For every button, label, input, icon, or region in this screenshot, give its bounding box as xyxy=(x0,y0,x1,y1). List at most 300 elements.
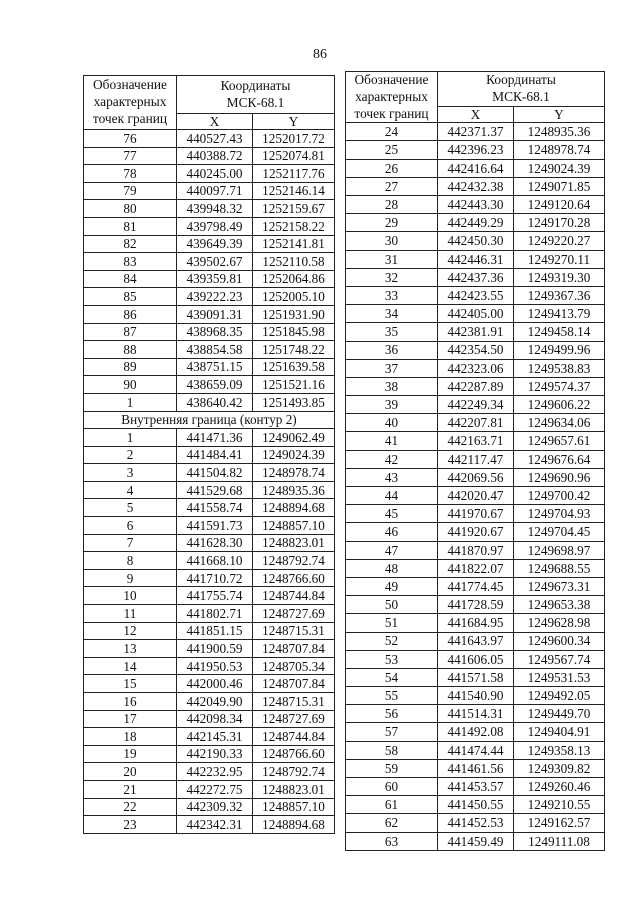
table-row xyxy=(84,270,335,288)
table-row xyxy=(84,305,335,323)
point-column-header xyxy=(346,72,438,123)
y-coordinate-cell: 1252005.10 xyxy=(253,288,335,306)
table-row xyxy=(84,464,335,482)
point-number-cell: 20 xyxy=(84,763,177,781)
x-coordinate-cell: 440527.43 xyxy=(177,130,253,148)
point-number-cell: 24 xyxy=(346,123,438,141)
table-row xyxy=(346,305,605,323)
y-coordinate-cell: 1248705.34 xyxy=(253,657,335,675)
point-number-cell: 58 xyxy=(346,741,438,759)
x-column-header: X xyxy=(177,114,253,130)
y-coordinate-cell: 1249309.82 xyxy=(514,759,605,777)
table-row xyxy=(84,182,335,200)
y-column-header: Y xyxy=(514,107,605,123)
x-coordinate-cell: 441920.67 xyxy=(438,523,514,541)
x-coordinate-cell: 442098.34 xyxy=(177,710,253,728)
table-row xyxy=(346,432,605,450)
y-coordinate-cell: 1249634.06 xyxy=(514,414,605,432)
table-row xyxy=(84,605,335,623)
point-number-cell: 15 xyxy=(84,675,177,693)
point-number-cell: 39 xyxy=(346,396,438,414)
table-row xyxy=(84,569,335,587)
x-coordinate-cell: 441504.82 xyxy=(177,464,253,482)
y-coordinate-cell: 1248766.60 xyxy=(253,569,335,587)
y-coordinate-cell: 1249458.14 xyxy=(514,323,605,341)
point-number-cell: 44 xyxy=(346,487,438,505)
x-coordinate-cell: 439359.81 xyxy=(177,270,253,288)
y-coordinate-cell: 1249698.97 xyxy=(514,541,605,559)
table-row xyxy=(84,622,335,640)
y-coordinate-cell: 1252117.76 xyxy=(253,165,335,183)
y-coordinate-cell: 1248766.60 xyxy=(253,745,335,763)
point-number-cell: 29 xyxy=(346,214,438,232)
x-coordinate-cell: 441461.56 xyxy=(438,759,514,777)
x-coordinate-cell: 442049.90 xyxy=(177,693,253,711)
x-coordinate-cell: 442396.23 xyxy=(438,141,514,159)
y-coordinate-cell: 1249111.08 xyxy=(514,832,605,850)
y-coordinate-cell: 1249567.74 xyxy=(514,650,605,668)
y-coordinate-cell: 1249657.61 xyxy=(514,432,605,450)
table-row xyxy=(84,552,335,570)
point-number-cell: 77 xyxy=(84,147,177,165)
table-row xyxy=(84,710,335,728)
coordinates-table-left xyxy=(83,75,335,834)
point-number-cell: 12 xyxy=(84,622,177,640)
x-coordinate-cell: 441471.36 xyxy=(177,429,253,447)
point-number-cell: 49 xyxy=(346,577,438,595)
x-coordinate-cell: 442371.37 xyxy=(438,123,514,141)
x-coordinate-cell: 440245.00 xyxy=(177,165,253,183)
table-row xyxy=(84,323,335,341)
point-number-cell: 1 xyxy=(84,429,177,447)
point-number-cell: 25 xyxy=(346,141,438,159)
point-number-cell: 47 xyxy=(346,541,438,559)
point-number-cell: 59 xyxy=(346,759,438,777)
table-row xyxy=(84,200,335,218)
y-coordinate-cell: 1249673.31 xyxy=(514,577,605,595)
x-coordinate-cell: 441474.44 xyxy=(438,741,514,759)
x-coordinate-cell: 441459.49 xyxy=(438,832,514,850)
x-coordinate-cell: 442163.71 xyxy=(438,432,514,450)
y-coordinate-cell: 1252146.14 xyxy=(253,182,335,200)
y-coordinate-cell: 1251639.58 xyxy=(253,358,335,376)
x-coordinate-cell: 442000.46 xyxy=(177,675,253,693)
table-row xyxy=(84,693,335,711)
table-row xyxy=(84,288,335,306)
x-coordinate-cell: 441710.72 xyxy=(177,569,253,587)
y-coordinate-cell: 1249260.46 xyxy=(514,778,605,796)
y-coordinate-cell: 1252159.67 xyxy=(253,200,335,218)
table-row xyxy=(346,577,605,595)
table-row xyxy=(346,487,605,505)
x-coordinate-cell: 441558.74 xyxy=(177,499,253,517)
y-coordinate-cell: 1248978.74 xyxy=(253,464,335,482)
y-coordinate-cell: 1249700.42 xyxy=(514,487,605,505)
x-coordinate-cell: 442069.56 xyxy=(438,468,514,486)
x-coordinate-cell: 438659.09 xyxy=(177,376,253,394)
table-row xyxy=(84,798,335,816)
coordinates-header-line1: Координаты xyxy=(220,77,291,93)
y-coordinate-cell: 1249170.28 xyxy=(514,214,605,232)
table-row xyxy=(346,123,605,141)
table-row xyxy=(346,396,605,414)
table-row xyxy=(346,723,605,741)
point-number-cell: 30 xyxy=(346,232,438,250)
point-number-cell: 2 xyxy=(84,446,177,464)
x-coordinate-cell: 441851.15 xyxy=(177,622,253,640)
table-row xyxy=(84,657,335,675)
x-coordinate-cell: 438854.58 xyxy=(177,341,253,359)
y-coordinate-cell: 1249538.83 xyxy=(514,359,605,377)
y-coordinate-cell: 1248792.74 xyxy=(253,763,335,781)
point-number-cell: 50 xyxy=(346,596,438,614)
x-coordinate-cell: 441591.73 xyxy=(177,517,253,535)
point-number-cell: 9 xyxy=(84,569,177,587)
x-coordinate-cell: 441970.67 xyxy=(438,505,514,523)
y-coordinate-cell: 1248792.74 xyxy=(253,552,335,570)
x-coordinate-cell: 439222.23 xyxy=(177,288,253,306)
table-row xyxy=(84,587,335,605)
point-number-cell: 13 xyxy=(84,640,177,658)
x-coordinate-cell: 442416.64 xyxy=(438,159,514,177)
point-number-cell: 28 xyxy=(346,196,438,214)
x-coordinate-cell: 441492.08 xyxy=(438,723,514,741)
x-coordinate-cell: 441452.53 xyxy=(438,814,514,832)
table-row xyxy=(346,796,605,814)
x-coordinate-cell: 441684.95 xyxy=(438,614,514,632)
y-coordinate-cell: 1252158.22 xyxy=(253,217,335,235)
point-number-cell: 7 xyxy=(84,534,177,552)
point-number-cell: 16 xyxy=(84,693,177,711)
y-coordinate-cell: 1249628.98 xyxy=(514,614,605,632)
table-row xyxy=(84,517,335,535)
y-coordinate-cell: 1249449.70 xyxy=(514,705,605,723)
x-coordinate-cell: 442272.75 xyxy=(177,780,253,798)
x-coordinate-cell: 441606.05 xyxy=(438,650,514,668)
point-number-cell: 48 xyxy=(346,559,438,577)
point-number-cell: 1 xyxy=(84,393,177,411)
y-coordinate-cell: 1251493.85 xyxy=(253,393,335,411)
y-coordinate-cell: 1249676.64 xyxy=(514,450,605,468)
table-row xyxy=(84,728,335,746)
y-coordinate-cell: 1248857.10 xyxy=(253,517,335,535)
y-coordinate-cell: 1251748.22 xyxy=(253,341,335,359)
point-header-line3: точек границ xyxy=(92,110,168,126)
x-coordinate-cell: 442145.31 xyxy=(177,728,253,746)
x-coordinate-cell: 441900.59 xyxy=(177,640,253,658)
x-coordinate-cell: 442190.33 xyxy=(177,745,253,763)
table-row xyxy=(346,832,605,850)
y-coordinate-cell: 1248894.68 xyxy=(253,499,335,517)
point-number-cell: 26 xyxy=(346,159,438,177)
table-row xyxy=(346,196,605,214)
y-coordinate-cell: 1248935.36 xyxy=(514,123,605,141)
point-number-cell: 85 xyxy=(84,288,177,306)
x-coordinate-cell: 442207.81 xyxy=(438,414,514,432)
coordinates-table-right xyxy=(345,71,605,851)
x-coordinate-cell: 438968.35 xyxy=(177,323,253,341)
table-row xyxy=(346,232,605,250)
y-coordinate-cell: 1248823.01 xyxy=(253,534,335,552)
table-row xyxy=(84,341,335,359)
x-coordinate-cell: 442309.32 xyxy=(177,798,253,816)
y-coordinate-cell: 1252064.86 xyxy=(253,270,335,288)
y-coordinate-cell: 1249358.13 xyxy=(514,741,605,759)
y-coordinate-cell: 1249688.55 xyxy=(514,559,605,577)
x-coordinate-cell: 440388.72 xyxy=(177,147,253,165)
y-coordinate-cell: 1251845.98 xyxy=(253,323,335,341)
x-column-header: X xyxy=(438,107,514,123)
point-number-cell: 54 xyxy=(346,668,438,686)
point-number-cell: 79 xyxy=(84,182,177,200)
x-coordinate-cell: 442354.50 xyxy=(438,341,514,359)
table-row xyxy=(346,778,605,796)
x-coordinate-cell: 441728.59 xyxy=(438,596,514,614)
y-coordinate-cell: 1252141.81 xyxy=(253,235,335,253)
table-row xyxy=(346,450,605,468)
table-row xyxy=(346,523,605,541)
point-number-cell: 76 xyxy=(84,130,177,148)
x-coordinate-cell: 442323.06 xyxy=(438,359,514,377)
point-number-cell: 81 xyxy=(84,217,177,235)
table-row xyxy=(346,141,605,159)
coordinates-header xyxy=(438,72,605,107)
x-coordinate-cell: 439502.67 xyxy=(177,253,253,271)
x-coordinate-cell: 442117.47 xyxy=(438,450,514,468)
table-row xyxy=(84,446,335,464)
table-row xyxy=(84,481,335,499)
x-coordinate-cell: 442405.00 xyxy=(438,305,514,323)
coordinates-header-line1: Координаты xyxy=(486,72,556,88)
point-number-cell: 27 xyxy=(346,177,438,195)
x-coordinate-cell: 441484.41 xyxy=(177,446,253,464)
y-coordinate-cell: 1249319.30 xyxy=(514,268,605,286)
point-number-cell: 61 xyxy=(346,796,438,814)
table-row xyxy=(346,177,605,195)
table-row xyxy=(84,640,335,658)
point-number-cell: 57 xyxy=(346,723,438,741)
point-number-cell: 3 xyxy=(84,464,177,482)
y-coordinate-cell: 1252017.72 xyxy=(253,130,335,148)
point-number-cell: 10 xyxy=(84,587,177,605)
x-coordinate-cell: 439798.49 xyxy=(177,217,253,235)
x-coordinate-cell: 442450.30 xyxy=(438,232,514,250)
point-number-cell: 4 xyxy=(84,481,177,499)
point-number-cell: 86 xyxy=(84,305,177,323)
coordinates-header-line2: МСК-68.1 xyxy=(226,94,285,110)
y-coordinate-cell: 1248744.84 xyxy=(253,587,335,605)
point-number-cell: 63 xyxy=(346,832,438,850)
table-row xyxy=(84,675,335,693)
table-row xyxy=(346,814,605,832)
point-number-cell: 5 xyxy=(84,499,177,517)
table-row xyxy=(346,596,605,614)
point-number-cell: 21 xyxy=(84,780,177,798)
x-coordinate-cell: 441540.90 xyxy=(438,687,514,705)
x-coordinate-cell: 439091.31 xyxy=(177,305,253,323)
point-number-cell: 41 xyxy=(346,432,438,450)
table-row xyxy=(84,534,335,552)
y-coordinate-cell: 1248978.74 xyxy=(514,141,605,159)
x-coordinate-cell: 441514.31 xyxy=(438,705,514,723)
y-coordinate-cell: 1248823.01 xyxy=(253,780,335,798)
point-number-cell: 56 xyxy=(346,705,438,723)
section-title: Внутренняя граница (контур 2) xyxy=(84,411,335,429)
x-coordinate-cell: 441453.57 xyxy=(438,778,514,796)
point-number-cell: 14 xyxy=(84,657,177,675)
x-coordinate-cell: 442449.29 xyxy=(438,214,514,232)
table-row xyxy=(346,250,605,268)
point-number-cell: 45 xyxy=(346,505,438,523)
page-number: 86 xyxy=(313,47,327,62)
table-row xyxy=(84,816,335,834)
y-coordinate-cell: 1249600.34 xyxy=(514,632,605,650)
x-coordinate-cell: 442443.30 xyxy=(438,196,514,214)
x-coordinate-cell: 442249.34 xyxy=(438,396,514,414)
x-coordinate-cell: 442287.89 xyxy=(438,377,514,395)
table-row xyxy=(84,235,335,253)
table-row xyxy=(346,268,605,286)
y-coordinate-cell: 1249062.49 xyxy=(253,429,335,447)
y-coordinate-cell: 1251931.90 xyxy=(253,305,335,323)
x-coordinate-cell: 441571.58 xyxy=(438,668,514,686)
y-coordinate-cell: 1249071.85 xyxy=(514,177,605,195)
table-row xyxy=(346,359,605,377)
table-row xyxy=(84,130,335,148)
y-coordinate-cell: 1249024.39 xyxy=(253,446,335,464)
point-number-cell: 80 xyxy=(84,200,177,218)
table-row xyxy=(346,323,605,341)
point-number-cell: 82 xyxy=(84,235,177,253)
point-number-cell: 6 xyxy=(84,517,177,535)
x-coordinate-cell: 441774.45 xyxy=(438,577,514,595)
y-coordinate-cell: 1249404.91 xyxy=(514,723,605,741)
y-coordinate-cell: 1252110.58 xyxy=(253,253,335,271)
x-coordinate-cell: 442423.55 xyxy=(438,286,514,304)
point-header-line1: Обозначение xyxy=(354,72,429,87)
point-number-cell: 78 xyxy=(84,165,177,183)
point-number-cell: 51 xyxy=(346,614,438,632)
point-number-cell: 38 xyxy=(346,377,438,395)
x-coordinate-cell: 441450.55 xyxy=(438,796,514,814)
point-number-cell: 34 xyxy=(346,305,438,323)
y-coordinate-cell: 1249653.38 xyxy=(514,596,605,614)
y-coordinate-cell: 1251521.16 xyxy=(253,376,335,394)
point-number-cell: 42 xyxy=(346,450,438,468)
x-coordinate-cell: 438751.15 xyxy=(177,358,253,376)
point-number-cell: 55 xyxy=(346,687,438,705)
y-coordinate-cell: 1248894.68 xyxy=(253,816,335,834)
table-row xyxy=(346,559,605,577)
x-coordinate-cell: 439948.32 xyxy=(177,200,253,218)
table-row xyxy=(346,468,605,486)
y-coordinate-cell: 1248727.69 xyxy=(253,605,335,623)
y-coordinate-cell: 1249120.64 xyxy=(514,196,605,214)
table-row xyxy=(346,214,605,232)
table-row xyxy=(84,499,335,517)
point-number-cell: 84 xyxy=(84,270,177,288)
point-column-header xyxy=(84,76,177,130)
y-coordinate-cell: 1249413.79 xyxy=(514,305,605,323)
table-row xyxy=(84,217,335,235)
y-coordinate-cell: 1248707.84 xyxy=(253,640,335,658)
y-coordinate-cell: 1249499.96 xyxy=(514,341,605,359)
y-coordinate-cell: 1249220.27 xyxy=(514,232,605,250)
table-row xyxy=(346,159,605,177)
point-number-cell: 83 xyxy=(84,253,177,271)
table-row xyxy=(346,377,605,395)
x-coordinate-cell: 442446.31 xyxy=(438,250,514,268)
point-number-cell: 23 xyxy=(84,816,177,834)
point-number-cell: 53 xyxy=(346,650,438,668)
table-row xyxy=(84,745,335,763)
point-number-cell: 17 xyxy=(84,710,177,728)
y-coordinate-cell: 1249270.11 xyxy=(514,250,605,268)
y-coordinate-cell: 1248857.10 xyxy=(253,798,335,816)
table-row xyxy=(346,614,605,632)
point-number-cell: 32 xyxy=(346,268,438,286)
x-coordinate-cell: 441802.71 xyxy=(177,605,253,623)
x-coordinate-cell: 442437.36 xyxy=(438,268,514,286)
point-number-cell: 19 xyxy=(84,745,177,763)
x-coordinate-cell: 438640.42 xyxy=(177,393,253,411)
x-coordinate-cell: 442232.95 xyxy=(177,763,253,781)
y-coordinate-cell: 1248935.36 xyxy=(253,481,335,499)
table-row xyxy=(84,780,335,798)
y-coordinate-cell: 1249574.37 xyxy=(514,377,605,395)
y-coordinate-cell: 1248707.84 xyxy=(253,675,335,693)
table-row xyxy=(84,253,335,271)
y-coordinate-cell: 1249704.45 xyxy=(514,523,605,541)
point-number-cell: 60 xyxy=(346,778,438,796)
y-coordinate-cell: 1249367.36 xyxy=(514,286,605,304)
table-row xyxy=(84,147,335,165)
y-coordinate-cell: 1252074.81 xyxy=(253,147,335,165)
x-coordinate-cell: 441755.74 xyxy=(177,587,253,605)
coordinates-header-line2: МСК-68.1 xyxy=(492,89,550,104)
table-row xyxy=(346,705,605,723)
y-coordinate-cell: 1249210.55 xyxy=(514,796,605,814)
point-number-cell: 90 xyxy=(84,376,177,394)
y-coordinate-cell: 1249162.57 xyxy=(514,814,605,832)
point-number-cell: 18 xyxy=(84,728,177,746)
table-row xyxy=(346,505,605,523)
y-coordinate-cell: 1249492.05 xyxy=(514,687,605,705)
table-row xyxy=(346,632,605,650)
point-number-cell: 89 xyxy=(84,358,177,376)
x-coordinate-cell: 439649.39 xyxy=(177,235,253,253)
table-row xyxy=(346,687,605,705)
point-header-line1: Обозначение xyxy=(93,77,167,93)
y-coordinate-cell: 1248744.84 xyxy=(253,728,335,746)
table-row xyxy=(346,668,605,686)
y-coordinate-cell: 1249606.22 xyxy=(514,396,605,414)
point-number-cell: 62 xyxy=(346,814,438,832)
x-coordinate-cell: 441822.07 xyxy=(438,559,514,577)
point-number-cell: 33 xyxy=(346,286,438,304)
x-coordinate-cell: 440097.71 xyxy=(177,182,253,200)
table-row xyxy=(346,341,605,359)
x-coordinate-cell: 442381.91 xyxy=(438,323,514,341)
x-coordinate-cell: 442342.31 xyxy=(177,816,253,834)
x-coordinate-cell: 442432.38 xyxy=(438,177,514,195)
table-row xyxy=(84,358,335,376)
point-number-cell: 8 xyxy=(84,552,177,570)
table-row xyxy=(84,393,335,411)
x-coordinate-cell: 441529.68 xyxy=(177,481,253,499)
table-row xyxy=(346,650,605,668)
table-row xyxy=(84,429,335,447)
